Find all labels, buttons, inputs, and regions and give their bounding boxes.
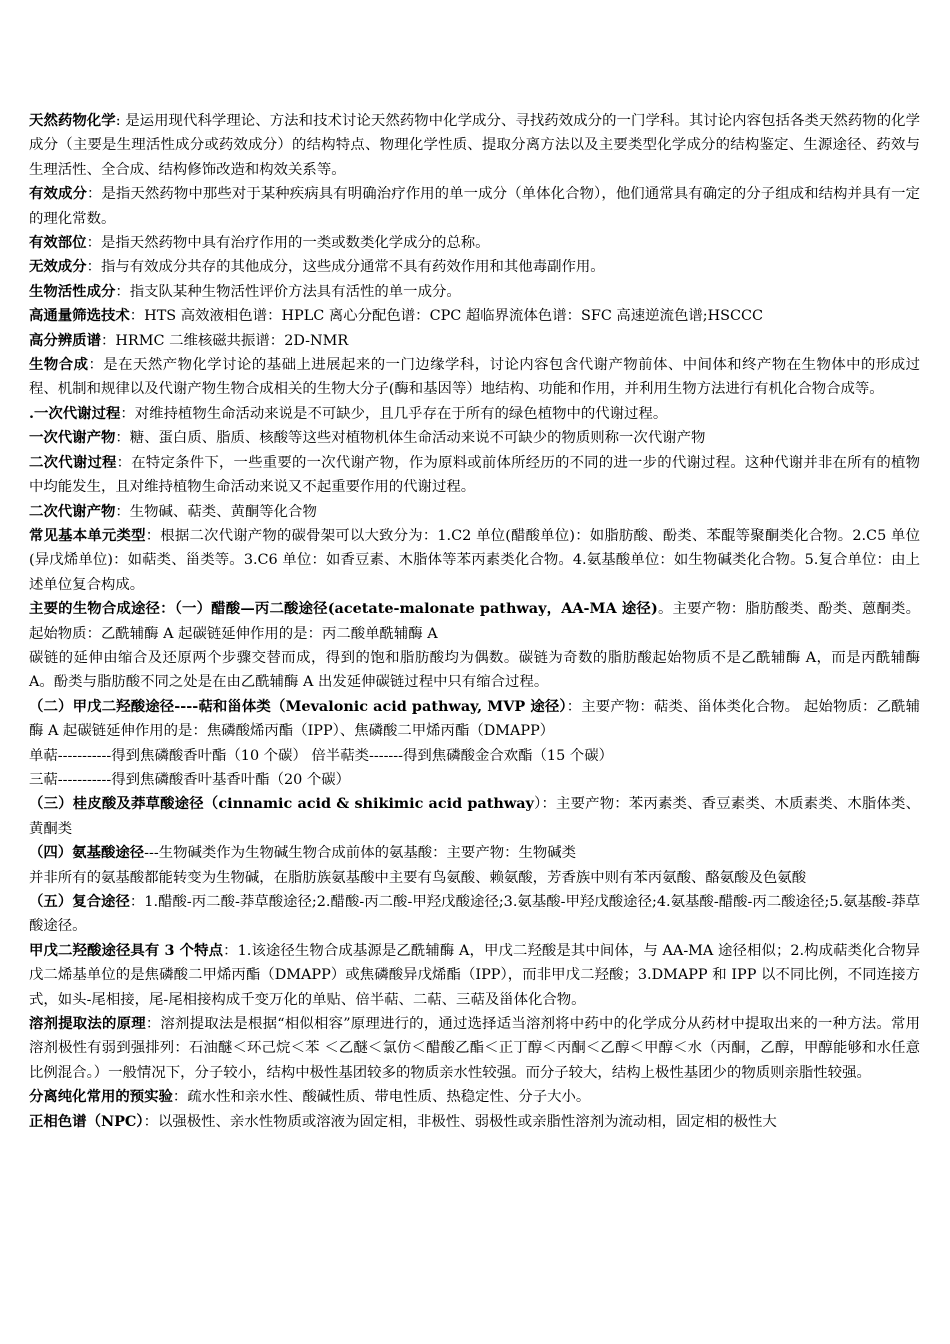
definition: ：溶剂提取法是根据“相似相容”原理进行的，通过选择适当溶剂将中药中的化学成分从药材中提取出来的一种方法。常用溶剂极性有弱到强排列：石油醚＜环己烷＜苯 ＜乙醚＜氯仿＜醋酸乙酯＜正丁醇＜丙酮＜乙醇＜甲醇＜水（丙酮，乙醇，甲醇能够和水任意比例混合。）一般情况下，分子较小，结构中极性基团较多的物质亲水性较强。而分子较大，结构上极性基团少的物质则亲脂性较强。 — [29, 1016, 920, 1081]
paragraph — [29, 109, 920, 182]
paragraph — [29, 597, 920, 646]
definition: ：以强极性、亲水性物质或溶液为固定相，非极性、弱极性或亲脂性溶剂为流动相，固定相的极性大 — [143, 1113, 777, 1130]
paragraph — [29, 841, 920, 865]
paragraph — [29, 1085, 920, 1109]
term: .一次代谢过程 — [29, 404, 121, 422]
paragraph — [29, 1110, 920, 1134]
paragraph — [29, 890, 920, 939]
paragraph — [29, 280, 920, 304]
paragraph — [29, 329, 920, 353]
definition: ：在特定条件下，一些重要的一次代谢产物，作为原料或前体所经历的不同的进一步的代谢过程。这种代谢并非在所有的植物中均能发生，且对维持植物生命活动来说又不起重要作用的代谢过程。 — [29, 454, 920, 496]
definition: ---生物碱类作为生物碱生物合成前体的氨基酸：主要产物：生物碱类 — [144, 845, 577, 862]
definition: ：是在天然产物化学讨论的基础上进展起来的一门边缘学科，讨论内容包含代谢产物前体、中间体和终产物在生物体中的形成过程、机制和规律以及代谢产物生物合成相关的生物大分子(酶和基因等）地结构、功能和作用，并利用生物方法进行有机化合物合成等。 — [29, 357, 920, 398]
term: 天然药物化学 — [29, 112, 116, 129]
term: 分离纯化常用的预实验 — [29, 1088, 173, 1106]
definition: ：疏水性和亲水性、酸碱性质、带电性质、热稳定性、分子大小。 — [172, 1089, 591, 1106]
definition: 单萜-----------得到焦磷酸香叶酯（10 个碳） 倍半萜类-------得到焦磷酸金合欢酯（15 个碳） — [29, 747, 613, 764]
term: 高通量筛选技术 — [29, 307, 130, 325]
term: 有效部位 — [29, 234, 87, 252]
term: （五）复合途径 — [29, 893, 130, 910]
paragraph — [29, 304, 920, 328]
definition: ：主要产物：萜类、甾体类化合物。 起始物质：乙酰辅酶 A 起碳链延伸作用的是：焦磷酸烯丙酯（IPP）、焦磷酸二甲烯丙酯（DMAPP） — [29, 698, 920, 740]
definition: ：指支队某种生物活性评价方法具有活性的单一成分。 — [115, 283, 461, 300]
definition: ：1.醋酸-丙二酸-莽草酸途径;2.醋酸-丙二酸-甲羟戊酸途径;3.氨基酸-甲羟戊酸途径;4.氨基酸-醋酸-丙二酸途径;5.氨基酸-莽草酸途径。 — [29, 894, 920, 935]
paragraph — [29, 866, 920, 890]
paragraph — [29, 792, 920, 841]
term: 主要的生物合成途径：（一）醋酸—丙二酸途径(acetate-malonate pathway，AA-MA 途径) — [29, 600, 658, 618]
definition: ：是指天然药物中那些对于某种疾病具有明确治疗作用的单一成分（单体化合物），他们通常具有确定的分子组成和结构并具有一定的理化常数。 — [29, 186, 920, 227]
paragraph — [29, 744, 920, 768]
paragraph — [29, 939, 920, 1012]
definition: ：HRMC 二维核磁共振谱：2D-NMR — [100, 332, 349, 349]
paragraph — [29, 695, 920, 744]
term: （二）甲戊二羟酸途径----萜和甾体类（Mevalonic acid pathway, MVP 途径） — [29, 697, 567, 715]
definition: ：是指天然药物中具有治疗作用的一类或数类化学成分的总称。 — [86, 235, 490, 252]
term: 常见基本单元类型 — [29, 526, 146, 544]
definition: : 是运用现代科学理论、方法和技术讨论天然药物中化学成分、寻找药效成分的一门学科。其讨论内容包括各类天然药物的化学成分（主要是生理活性成分或药效成分）的结构特点、物理化学性质、提取分离方法以及主要类型化学成分的结构鉴定、生源途径、药效与生理活性、全合成、结构修饰改造和构效关系等。 — [29, 113, 920, 178]
paragraph — [29, 646, 920, 695]
term: （四）氨基酸途径 — [29, 844, 145, 862]
definition: ：对维持植物生命活动来说是不可缺少，且几乎存在于所有的绿色植物中的代谢过程。 — [120, 405, 668, 422]
definition: 三萜-----------得到焦磷酸香叶基香叶酯（20 个碳） — [29, 771, 351, 788]
term: 无效成分 — [29, 258, 87, 276]
term: 生物活性成分 — [29, 282, 116, 300]
definition: ：指与有效成分共存的其他成分，这些成分通常不具有药效作用和其他毒副作用。 — [86, 259, 605, 276]
term: 正相色谱（NPC） — [29, 1112, 144, 1130]
definition: ：生物碱、萜类、黄酮等化合物 — [115, 503, 317, 520]
paragraph — [29, 353, 920, 402]
definition: 。主要产物：脂肪酸类、酚类、蒽酮类。 起始物质：乙酰辅酶 A 起碳链延伸作用的是：丙二酸单酰辅酶 A — [29, 601, 920, 642]
paragraph — [29, 402, 920, 426]
term: 二次代谢过程 — [29, 453, 117, 471]
definition: ：HTS 高效液相色谱：HPLC 离心分配色谱：CPC 超临界流体色谱：SFC 高速逆流色谱;HSCCC — [129, 308, 764, 325]
paragraph — [29, 231, 920, 255]
term: 溶剂提取法的原理 — [29, 1015, 146, 1033]
paragraph — [29, 500, 920, 524]
definition: 并非所有的氨基酸都能转变为生物碱，在脂肪族氨基酸中主要有鸟氨酸、赖氨酸，芳香族中则有苯丙氨酸、酪氨酸及色氨酸 — [29, 869, 807, 886]
term: 甲戊二羟酸途径具有 3 个特点 — [29, 941, 224, 959]
paragraph — [29, 255, 920, 279]
term: 一次代谢产物 — [29, 429, 116, 447]
definition: ：糖、蛋白质、脂质、核酸等这些对植物机体生命活动来说不可缺少的物质则称一次代谢产物 — [115, 430, 706, 447]
term: 二次代谢产物 — [29, 502, 116, 520]
term: 生物合成 — [29, 356, 89, 374]
definition: ）：主要产物：苯丙素类、香豆素类、木质素类、木脂体类、黄酮类 — [29, 796, 920, 837]
paragraph — [29, 182, 920, 231]
term: 有效成分 — [29, 185, 87, 203]
paragraph — [29, 426, 920, 450]
paragraph — [29, 524, 920, 597]
paragraph — [29, 1012, 920, 1085]
term: 高分辨质谱 — [29, 331, 101, 349]
term: （三）桂皮酸及莽草酸途径（cinnamic acid & shikimic acid pathway — [29, 795, 534, 813]
paragraph — [29, 451, 920, 500]
definition: ：根据二次代谢产物的碳骨架可以大致分为：1.C2 单位(醋酸单位)：如脂肪酸、酚类、苯醌等聚酮类化合物。2.C5 单位(异戊烯单位)：如萜类、甾类等。3.C6 单位：如香豆素、木脂体等苯丙素类化合物。4.氨基酸单位：如生物碱类化合物。5.复合单位：由上述单位复合构成。 — [29, 527, 920, 593]
paragraph — [29, 768, 920, 792]
definition: ：1.该途径生物合成基源是乙酰辅酶 A，甲戊二羟酸是其中间体，与 AA-MA 途径相似；2.构成萜类化合物异戊二烯基单位的是焦磷酸二甲烯丙酯（DMAPP）或焦磷酸异戊烯酯（IPP），而非甲戊二羟酸；3.DMAPP 和 IPP 以不同比例，不同连接方式，如头-尾相接，尾-尾相接构成千变万化的单贴、倍半萜、二萜、三萜及甾体化合物。 — [29, 942, 920, 1008]
definition: 碳链的延伸由缩合及还原两个步骤交替而成，得到的饱和脂肪酸均为偶数。碳链为奇数的脂肪酸起始物质不是乙酰辅酶 A，而是丙酰辅酶 A。酚类与脂肪酸不同之处是在由乙酰辅酶 A 出发延伸碳链过程中只有缩合过程。 — [29, 649, 920, 691]
